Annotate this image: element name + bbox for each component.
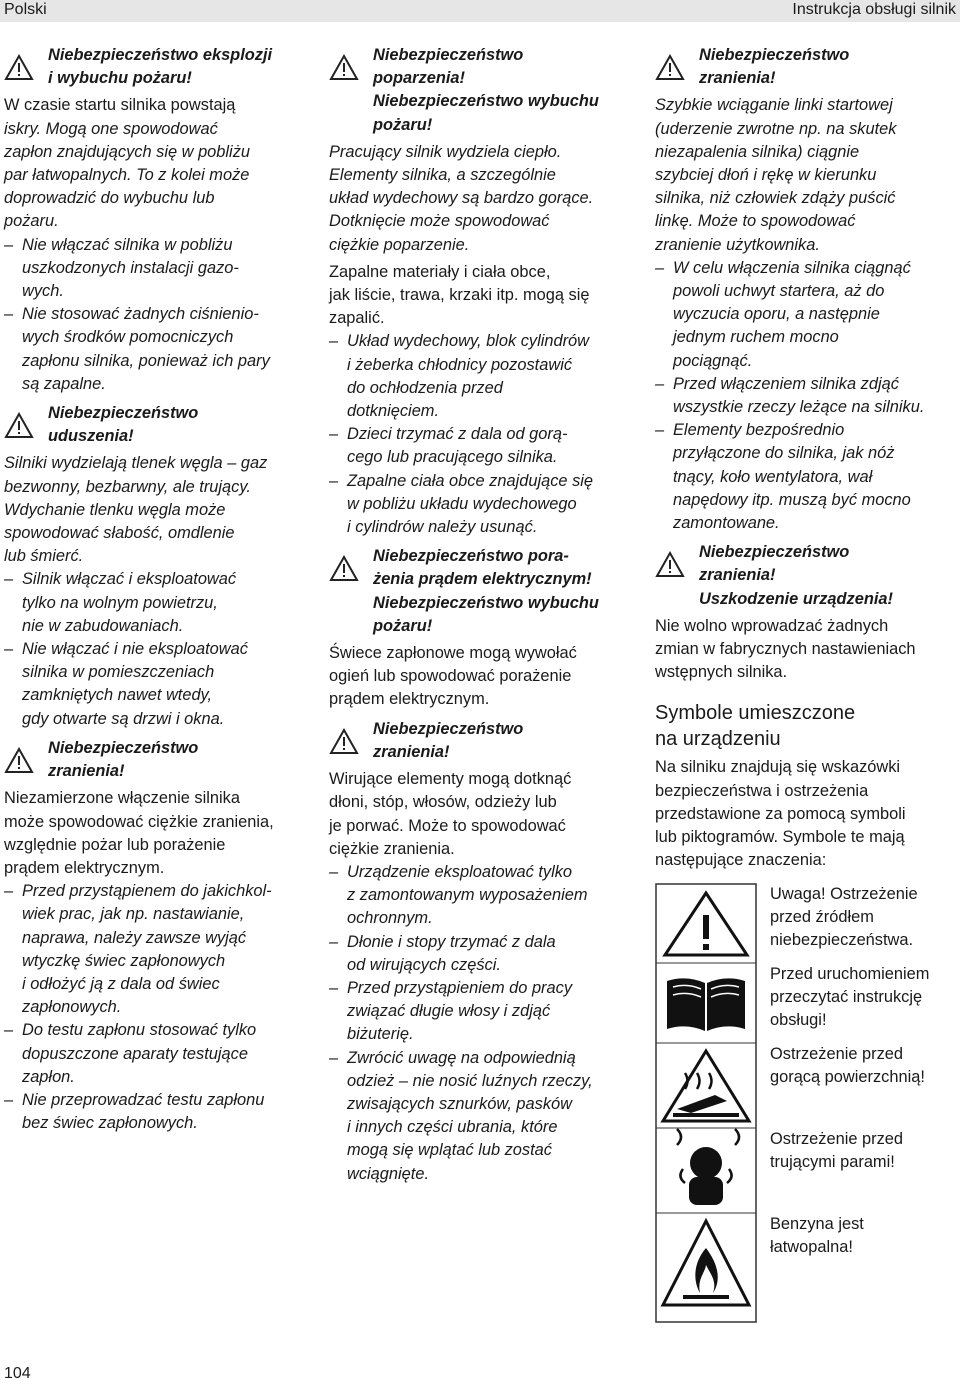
list-item: – Zapalne ciała obce znajdujące się w pobliżu układu wydechowego i cylindrów należy usunąć. (329, 470, 635, 540)
read-manual-icon (667, 978, 745, 1031)
warning-triangle-icon (665, 893, 747, 955)
header-language: Polski (4, 1, 47, 18)
section-title: Symbole umieszczone na urządzeniu (655, 702, 856, 751)
warning-suffocation: Niebezpieczeństwo uduszenia! (4, 402, 304, 448)
list-item: – Układ wydechowy, blok cylindrów i żeberka chłodnicy pozostawić do ochłodzenia przed dotknięciem. (329, 330, 635, 423)
symbol-description: Benzyna jest łatwopalna! (770, 1214, 864, 1256)
warning-electric-shock: Niebezpieczeństwo pora- żenia prądem elektrycznym! Niebezpieczeństwo wybuchu pożaru! (329, 545, 635, 638)
list-item: – Urządzenie eksploatować tylko z zamontowanym wyposażeniem ochronnym. (329, 861, 635, 931)
list-item: – Nie włączać i nie eksploatować silnika w pomieszczeniach zamkniętych nawet wtedy, gdy otwarte są drzwi i okna. (4, 638, 304, 731)
section-intro: Na silniku znajdują się wskazówki bezpieczeństwa i ostrzeżenia przedstawione za pomocą symboli lub piktogramów. Symbole te mają następujące znaczenia: (655, 758, 906, 870)
flammable-icon (663, 1221, 749, 1305)
warning-burn: Niebezpieczeństwo poparzenia! Niebezpieczeństwo wybuchu pożaru! (329, 44, 635, 137)
warning-injury-rotating: Niebezpieczeństwo zranienia! (329, 718, 635, 764)
paragraph-no-changes: Nie wolno wprowadzać żadnych zmian w fabrycznych nastawieniach wstępnych silnika. (655, 616, 916, 682)
paragraph-carbon-monoxide: Silniki wydzielają tlenek węgla – gaz bezwonny, bezbarwny, ale trujący. Wdychanie tlenku węgla może spowodować słabość, omdlenie lub śmierć. (4, 454, 268, 566)
column-3 (655, 44, 960, 1323)
paragraph-flammables: Zapalne materiały i ciała obce, jak liście, trawa, krzaki itp. mogą się zapalić. (329, 262, 590, 328)
column-1 (4, 44, 304, 1135)
list-item: – Silnik włączać i eksploatować tylko na wolnym powietrzu, nie w zabudowaniach. (4, 568, 304, 638)
symbol-description: Przed uruchomieniem przeczytać instrukcję obsługi! (770, 964, 930, 1029)
list-item: – Dłonie i stopy trzymać z dala od wirujących części. (329, 931, 635, 977)
symbol-description: Ostrzeżenie przed trującymi parami! (770, 1129, 904, 1171)
warning-triangle-icon (329, 555, 359, 582)
list-item: – Dzieci trzymać z dala od gorą- cego lub pracującego silnika. (329, 423, 635, 469)
warning-injury-kickback: Niebezpieczeństwo zranienia! (655, 44, 960, 90)
symbols-pictograms (655, 883, 757, 1323)
paragraph-heat: Pracujący silnik wydziela ciepło. Elementy silnika, a szczególnie układ wydechowy są bardzo gorące. Dotknięcie może spowodować ciężkie poparzenie. (329, 142, 594, 254)
list-item: – Przed włączeniem silnika zdjąć wszystkie rzeczy leżące na silniku. (655, 373, 960, 419)
hot-surface-icon (663, 1051, 749, 1121)
paragraph-kickback: Szybkie wciąganie linki startowej (uderzenie zwrotne np. na skutek niezapalenia silnika) ciągnie szybciej dłoń i rękę w kierunku silnika, niż człowiek zdąży puścić linkę. Może to spowodować zranienie użytkownika. (655, 96, 897, 254)
warning-explosion: Niebezpieczeństwo eksplozji i wybuchu pożaru! (4, 44, 304, 90)
header-title: Instrukcja obsługi silnik (792, 1, 956, 18)
page-header (0, 0, 960, 22)
page-number: 104 (4, 1365, 31, 1382)
warning-triangle-icon (4, 747, 34, 774)
warning-triangle-icon (329, 54, 359, 81)
list-item: – Nie przeprowadzać testu zapłonu bez świec zapłonowych. (4, 1089, 304, 1135)
symbols-table (655, 883, 960, 1323)
list-item: – Nie włączać silnika w pobliżu uszkodzonych instalacji gazo- wych. (4, 234, 304, 304)
warning-triangle-icon (329, 728, 359, 755)
paragraph-spark-plugs: Świece zapłonowe mogą wywołać ogień lub spowodować porażenie prądem elektrycznym. (329, 644, 577, 709)
warning-triangle-icon (4, 54, 34, 81)
symbol-description: Ostrzeżenie przed gorącą powierzchnią! (770, 1044, 925, 1086)
column-2 (329, 44, 635, 1186)
list-item: – Nie stosować żadnych ciśnienio- wych środków pomocniczych zapłonu silnika, ponieważ ich pary są zapalne. (4, 303, 304, 396)
paragraph-sparks: W czasie startu silnika powstają iskry. Mogą one spowodować zapłon znajdujących się w pobliżu par łatwopalnych. To z kolei może doprowadzić do wybuchu lub pożaru. (4, 96, 251, 231)
list-item: – Przed przystąpienem do jakichkol- wiek prac, jak np. nastawianie, naprawa, należy zawsze wyjąć wtyczkę świec zapłonowych i odłożyć ją z dala od świec zapłonowych. (4, 880, 304, 1019)
list-item: – Elementy bezpośrednio przyłączone do silnika, jak nóż tnący, koło wentylatora, wał napędowy itp. muszą być mocno zamontowane. (655, 419, 960, 535)
list-item: – W celu włączenia silnika ciągnąć powoli uchwyt startera, aż do wyczucia oporu, a następnie jednym ruchem mocno pociągnąć. (655, 257, 960, 373)
symbol-description-list (770, 883, 960, 1323)
paragraph-unintended-start: Niezamierzone włączenie silnika może spowodować ciężkie zranienia, względnie pożar lub porażenie prądem elektrycznym. (4, 789, 274, 877)
warning-triangle-icon (655, 54, 685, 81)
paragraph-rotating-parts: Wirujące elementy mogą dotknąć dłoni, stóp, włosów, odzieży lub je porwać. Może to spowodować ciężkie zranienia. (329, 770, 572, 858)
toxic-fumes-icon (677, 1129, 739, 1205)
warning-triangle-icon (4, 412, 34, 439)
warning-injury: Niebezpieczeństwo zranienia! (4, 737, 304, 783)
list-item: – Do testu zapłonu stosować tylko dopuszczone aparaty testujące zapłon. (4, 1019, 304, 1089)
symbol-description: Uwaga! Ostrzeżenie przed źródłem niebezpieczeństwa. (770, 884, 918, 949)
list-item: – Zwrócić uwagę na odpowiednią odzież – nie nosić luźnych rzeczy, zwisających sznurków, pasków i innych części ubrania, które mogą się wplątać lub zostać wciągnięte. (329, 1047, 635, 1186)
list-item: – Przed przystąpieniem do pracy związać długie włosy i zdjąć biżuterię. (329, 977, 635, 1047)
warning-triangle-icon (655, 551, 685, 578)
warning-device-damage: Niebezpieczeństwo zranienia! Uszkodzenie urządzenia! (655, 541, 960, 611)
